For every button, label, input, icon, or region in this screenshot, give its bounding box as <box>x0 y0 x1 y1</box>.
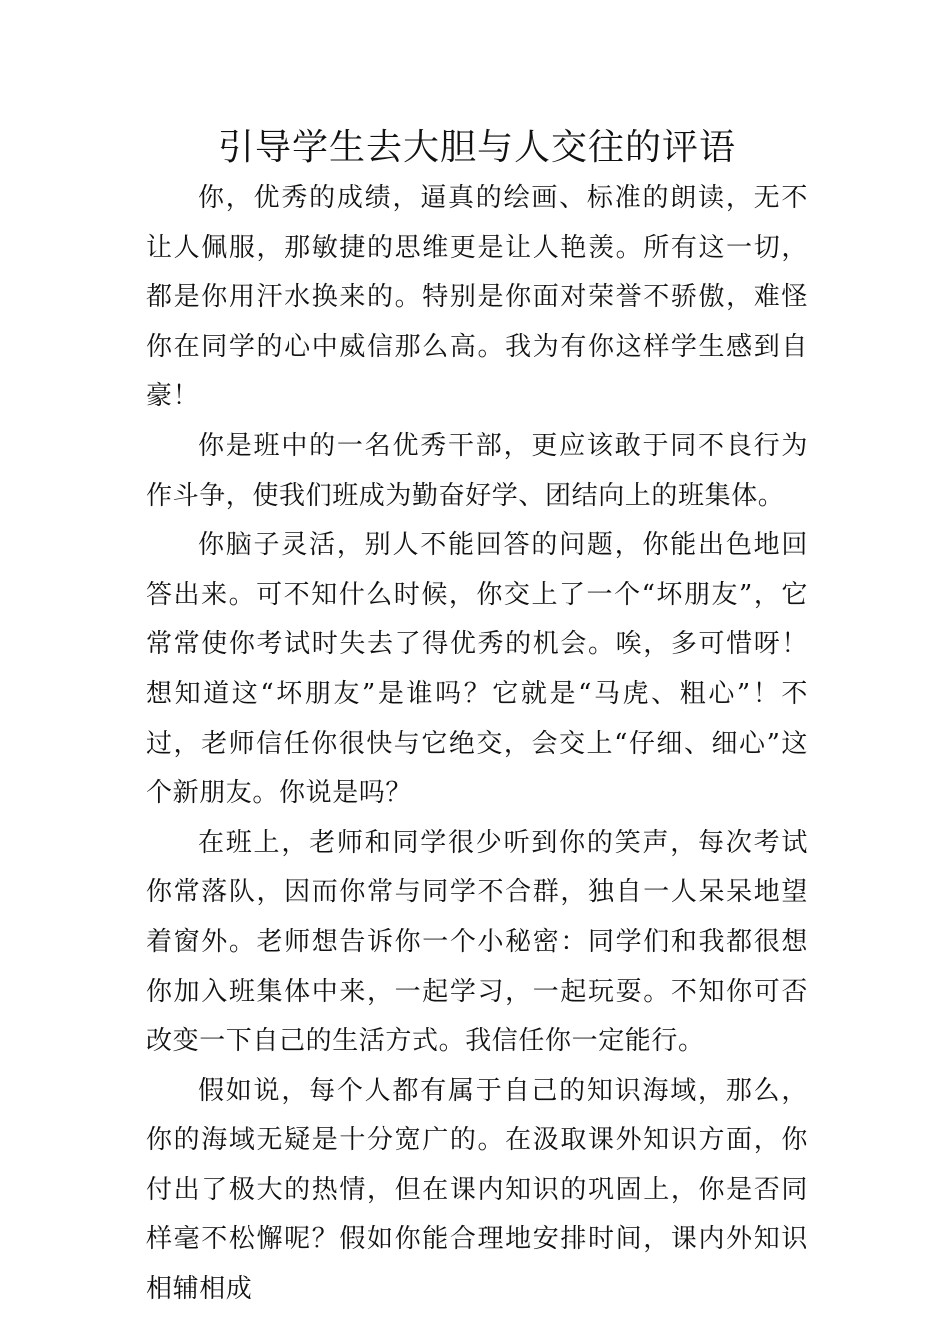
document-page <box>146 122 808 1315</box>
paragraph-3: 你脑子灵活，别人不能回答的问题，你能出色地回答出来。可不知什么时候，你交上了一个“坏朋友”，它常常使你考试时失去了得优秀的机会。唉，多可惜呀！想知道这“坏朋友”是谁吗？它就是“马虎、粗心”！不过，老师信任你很快与它绝交，会交上“仔细、细心”这个新朋友。你说是吗？ <box>146 530 808 809</box>
paragraph-1: 你，优秀的成绩，逼真的绘画、标准的朗读，无不让人佩服，那敏捷的思维更是让人艳羡。所有这一切，都是你用汗水换来的。特别是你面对荣誉不骄傲，难怪你在同学的心中威信那么高。我为有你这样学生感到自豪！ <box>146 183 808 412</box>
document-title: 引导学生去大胆与人交往的评语 <box>217 127 736 168</box>
paragraph-5: 假如说，每个人都有属于自己的知识海域，那么，你的海域无疑是十分宽广的。在汲取课外知识方面，你付出了极大的热情，但在课内知识的巩固上，你是否同样毫不松懈呢？假如你能合理地安排时间，课内外知识相辅相成 <box>146 1075 808 1305</box>
paragraph-2: 你是班中的一名优秀干部，更应该敢于同不良行为作斗争，使我们班成为勤奋好学、团结向上的班集体。 <box>146 430 808 511</box>
paragraph-4: 在班上，老师和同学很少听到你的笑声，每次考试你常落队，因而你常与同学不合群，独自一人呆呆地望着窗外。老师想告诉你一个小秘密：同学们和我都很想你加入班集体中来，一起学习，一起玩耍。不知你可否改变一下自己的生活方式。我信任你一定能行。 <box>146 827 808 1057</box>
